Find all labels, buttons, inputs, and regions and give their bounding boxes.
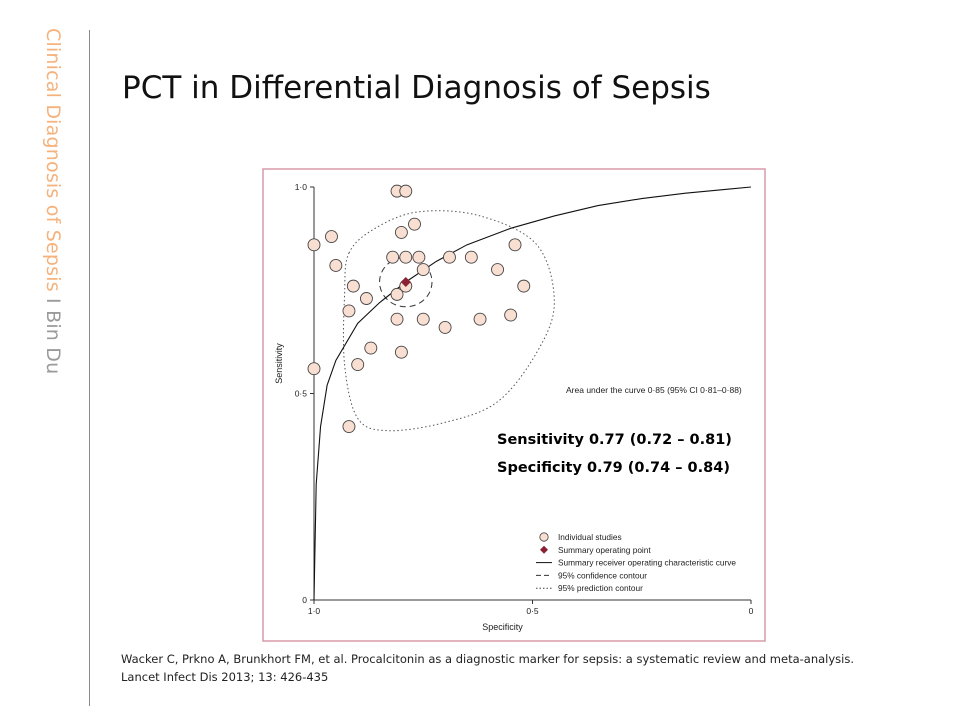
study-point xyxy=(439,321,451,333)
study-point xyxy=(308,239,320,251)
specificity-annotation: Specificity 0.79 (0.74 – 0.84) xyxy=(497,460,730,476)
study-point xyxy=(443,251,455,263)
study-point xyxy=(417,313,429,325)
study-point xyxy=(505,309,517,321)
legend-label: 95% prediction contour xyxy=(558,583,643,594)
study-point xyxy=(409,218,421,230)
legend-label: Summary receiver operating characteristic curve xyxy=(558,557,736,568)
sidebar-text xyxy=(42,28,64,374)
sidebar-vertical-label xyxy=(36,28,66,408)
study-point xyxy=(343,421,355,433)
x-axis-title: Specificity xyxy=(482,622,523,632)
study-point xyxy=(387,251,399,263)
legend-label: Individual studies xyxy=(558,532,622,542)
sidebar-author: Bin Du xyxy=(42,310,64,375)
study-point xyxy=(465,251,477,263)
auc-annotation: Area under the curve 0·85 (95% CI 0·81–0·88) xyxy=(566,385,742,395)
chart-svg xyxy=(262,168,766,642)
sidebar-topic: Clinical Diagnosis of Sepsis xyxy=(42,28,64,292)
study-point xyxy=(308,363,320,375)
study-point xyxy=(417,264,429,276)
x-tick-label: 1·0 xyxy=(307,606,321,616)
study-point xyxy=(352,359,364,371)
citation-line-2: Lancet Infect Dis 2013; 13: 426-435 xyxy=(121,670,329,684)
legend-circle-icon xyxy=(540,533,548,541)
study-point xyxy=(492,264,504,276)
citation-line-1: Wacker C, Prkno A, Brunkhort FM, et al. Procalcitonin as a diagnostic marker for sepsis: a systematic review and meta-analysis. xyxy=(121,652,854,666)
study-point xyxy=(360,293,372,305)
legend-label: Summary operating point xyxy=(558,544,651,555)
study-point xyxy=(474,313,486,325)
study-point xyxy=(518,280,530,292)
study-point xyxy=(395,226,407,238)
study-point xyxy=(400,185,412,197)
x-tick-label: 0·5 xyxy=(526,606,539,616)
y-tick-label: 0 xyxy=(302,595,307,605)
sidebar-divider xyxy=(89,30,90,706)
legend-label: 95% confidence contour xyxy=(558,570,648,581)
study-point xyxy=(391,313,403,325)
study-point xyxy=(395,346,407,358)
study-point xyxy=(347,280,359,292)
sensitivity-annotation: Sensitivity 0.77 (0.72 – 0.81) xyxy=(497,432,732,448)
y-tick-label: 0·5 xyxy=(294,388,307,399)
y-axis-title: Sensitivity xyxy=(274,343,284,384)
study-point xyxy=(365,342,377,354)
y-tick-label: 1·0 xyxy=(294,182,307,192)
study-point xyxy=(413,251,425,263)
study-point xyxy=(509,239,521,251)
citation xyxy=(121,650,854,686)
sidebar-separator: I xyxy=(42,291,64,311)
page-title: PCT in Differential Diagnosis of Sepsis xyxy=(122,70,711,106)
study-point xyxy=(330,259,342,271)
study-point xyxy=(343,305,355,317)
x-tick-label: 0 xyxy=(748,606,754,616)
study-point xyxy=(400,251,412,263)
sroc-chart xyxy=(262,168,766,642)
study-point xyxy=(325,231,337,243)
study-point xyxy=(391,288,403,300)
